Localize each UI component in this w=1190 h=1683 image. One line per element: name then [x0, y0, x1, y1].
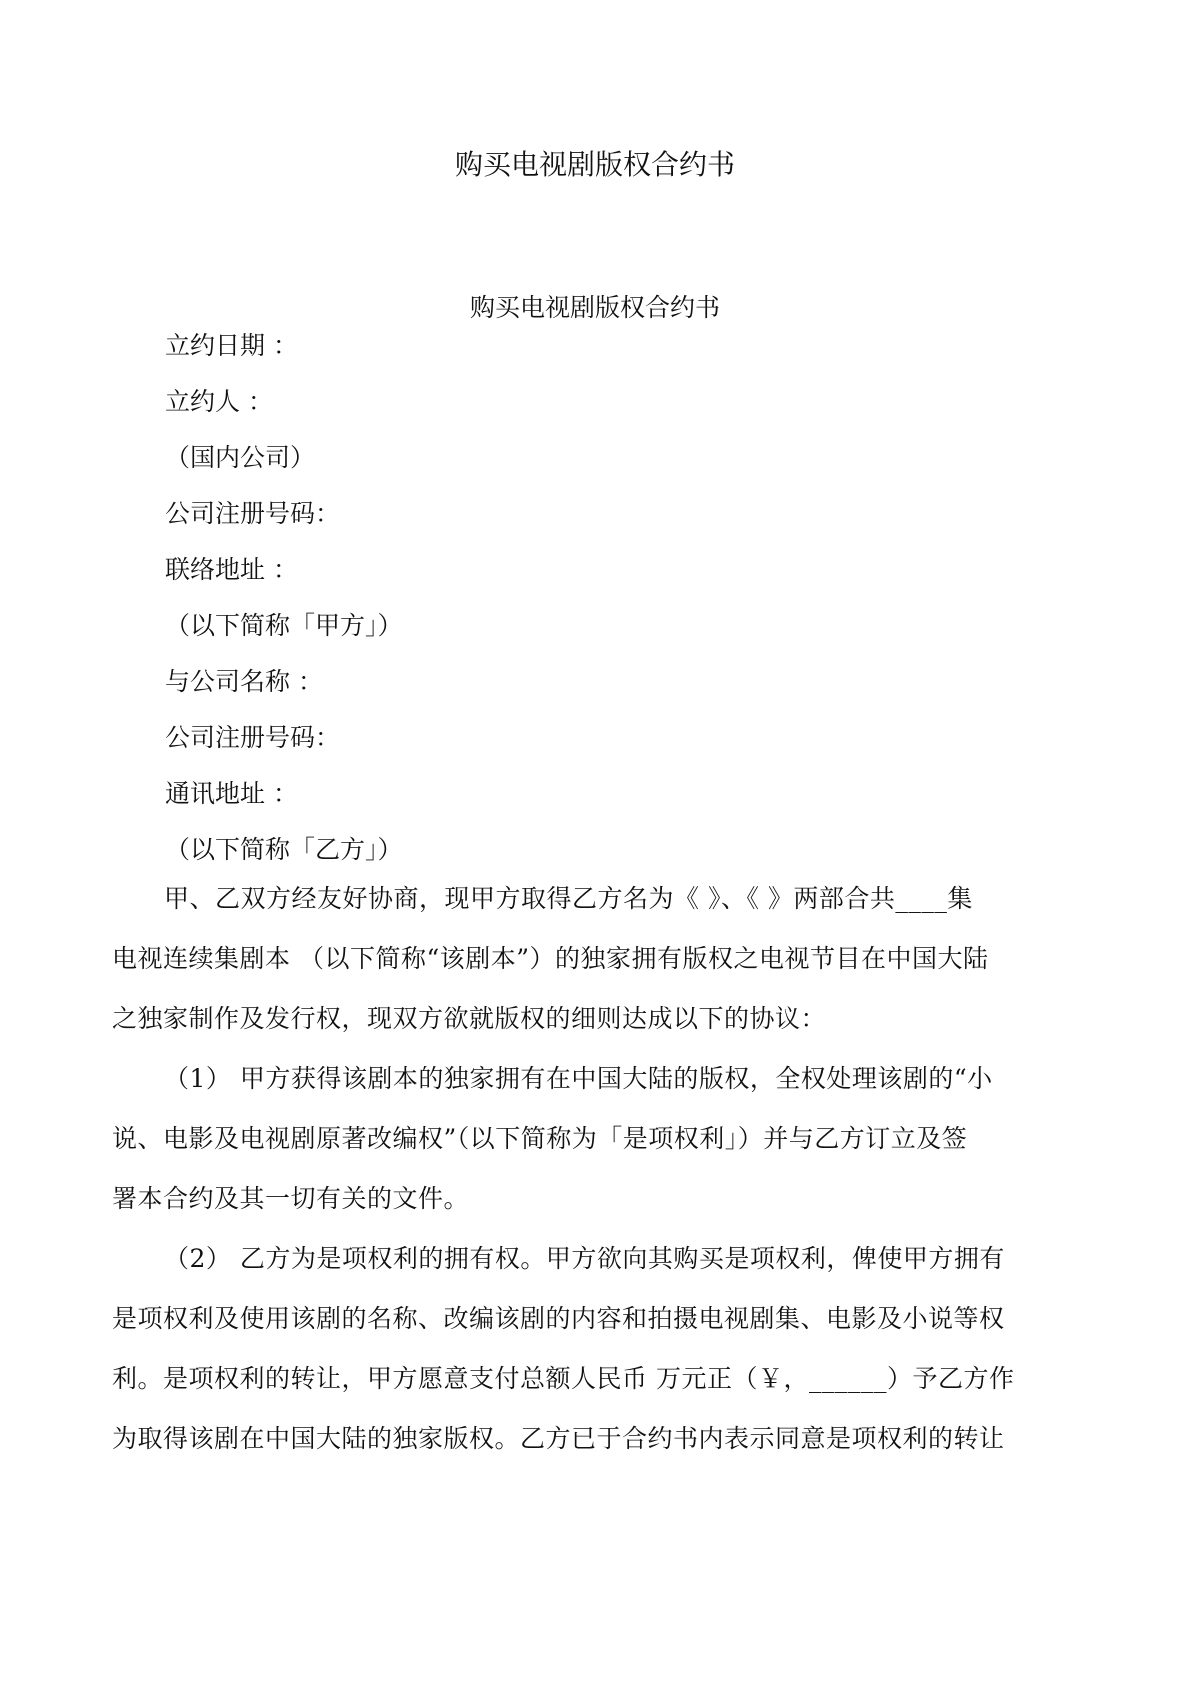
clause-1-paragraph [112, 1049, 1078, 1229]
party-b-abbreviation: （以下简称「乙方」） [165, 835, 403, 864]
party-a-registration-field: 公司注册号码： [165, 499, 341, 528]
party-b-registration-field: 公司注册号码： [165, 723, 341, 752]
clause-line: （2） 乙方为是项权利的拥有权。甲方欲向其购买是项权利，俾使甲方拥有 [164, 1244, 1005, 1273]
document-title: 购买电视剧版权合约书 [454, 148, 735, 181]
party-b-address-field: 通讯地址 ： [165, 779, 298, 808]
contract-date-field: 立约日期 ： [165, 331, 298, 360]
contracting-party-field: 立约人 ： [165, 387, 273, 416]
clause-line: 为取得该剧在中国大陆的独家版权。乙方已于合约书内表示同意是项权利的转让 [112, 1424, 1005, 1453]
party-a-abbreviation: （以下简称「甲方」） [165, 611, 403, 640]
intro-line: 之独家制作及发行权，现双方欲就版权的细则达成以下的协议： [112, 1004, 827, 1033]
contract-heading: 购买电视剧版权合约书 [469, 293, 720, 322]
clause-line: 利。是项权利的转让，甲方愿意支付总额人民币 万元正（￥，______）予乙方作 [112, 1364, 1015, 1393]
clause-line: 是项权利及使用该剧的名称、改编该剧的内容和拍摄电视剧集、电影及小说等权 [112, 1304, 1005, 1333]
party-b-company-name-field: 与公司名称 ： [165, 667, 323, 696]
clause-line: 署本合约及其一切有关的文件。 [112, 1184, 470, 1213]
intro-line: 电视连续集剧本 （以下简称“该剧本”）的独家拥有版权之电视节目在中国大陆 [112, 944, 989, 973]
clause-2-paragraph [112, 1229, 1078, 1469]
clause-line: （1） 甲方获得该剧本的独家拥有在中国大陆的版权，全权处理该剧的“小 [164, 1064, 993, 1093]
intro-paragraph [112, 869, 1078, 1049]
clause-line: 说、电影及电视剧原著改编权”（以下简称为「是项权利」）并与乙方订立及签 [112, 1124, 968, 1153]
intro-line: 甲、乙双方经友好协商，现甲方取得乙方名为《 》、《 》两部合共____集 [164, 884, 973, 913]
domestic-company-note: （国内公司） [165, 443, 316, 472]
party-a-address-field: 联络地址 ： [165, 555, 298, 584]
